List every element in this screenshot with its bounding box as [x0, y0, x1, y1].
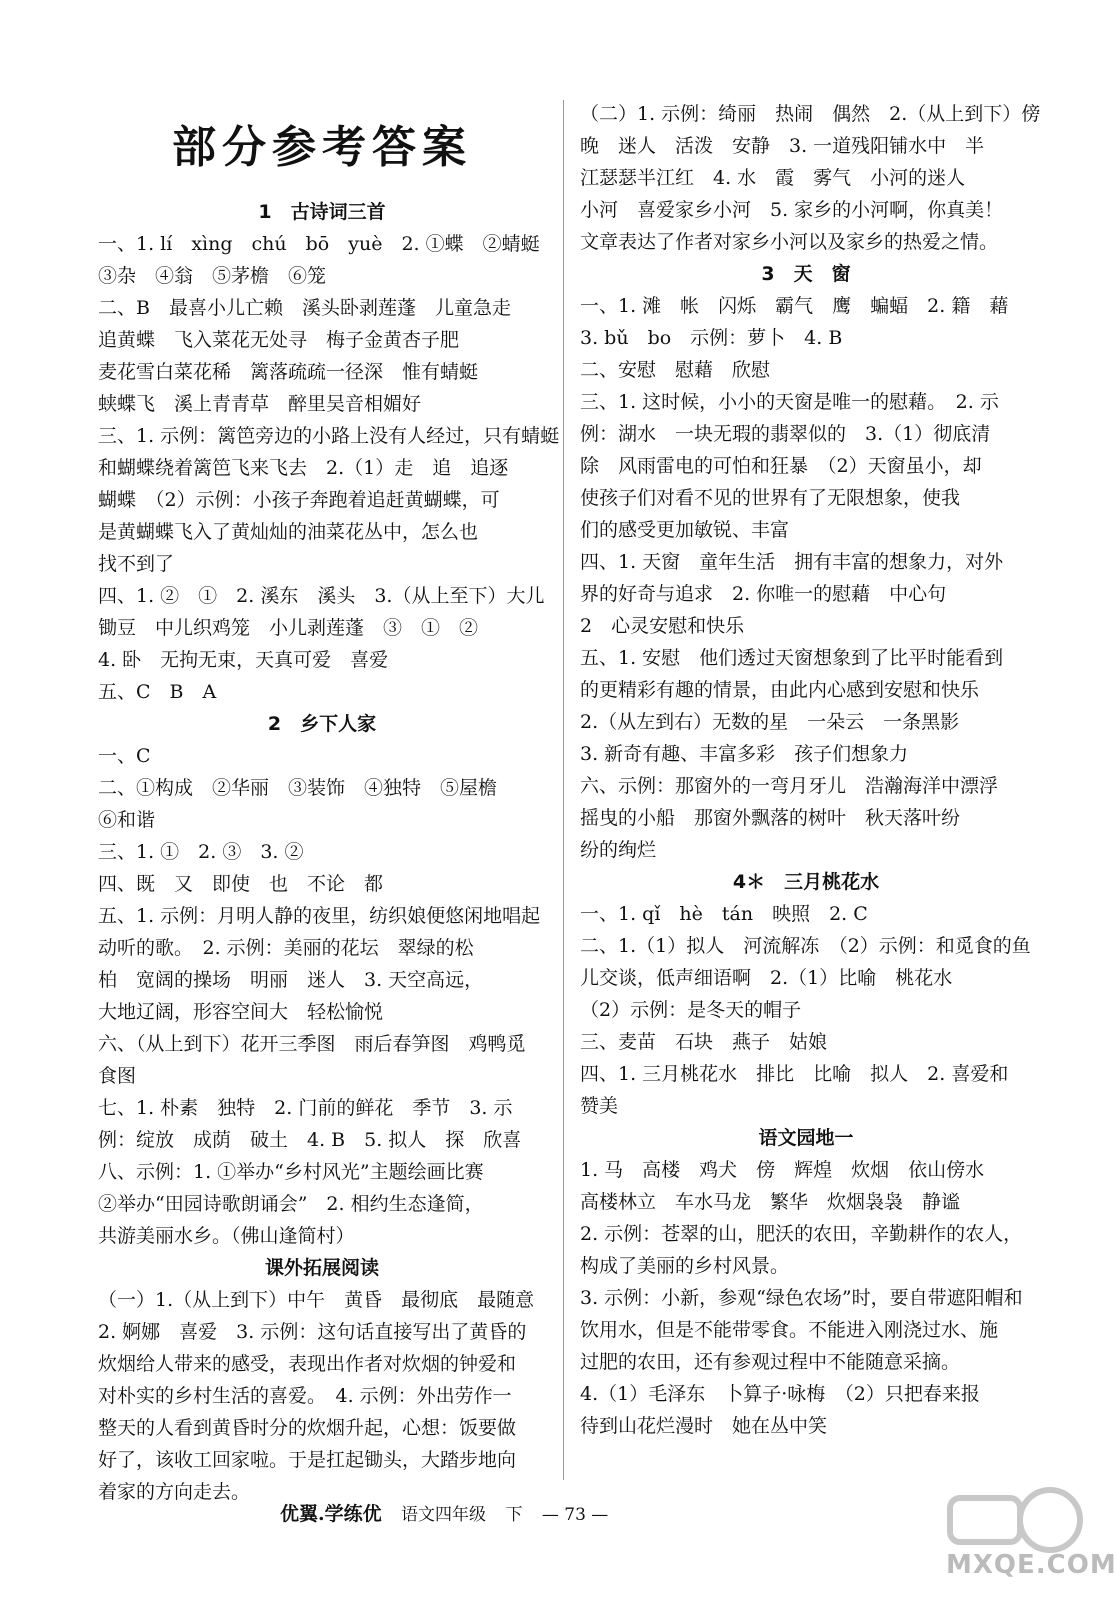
watermark-icon: [940, 1480, 1090, 1560]
answer-line: 三、1. ① 2. ③ 3. ②: [98, 841, 304, 863]
answer-line: 找不到了: [98, 553, 175, 575]
answer-line: 2 心灵安慰和快乐: [580, 615, 745, 637]
answer-line: 共游美丽水乡。（佛山逢简村）: [98, 1225, 355, 1247]
answer-line: 四、1. ② ① 2. 溪东 溪头 3.（从上至下）大儿: [98, 585, 545, 607]
answer-line: （二）1. 示例：绮丽 热闹 偶然 2.（从上到下）傍: [580, 103, 1041, 125]
answer-line: 界的好奇与追求 2. 你唯一的慰藉 中心句: [580, 583, 947, 605]
page-number: — 73 —: [541, 1505, 609, 1525]
answer-line: 构成了美丽的乡村风景。: [580, 1255, 790, 1277]
answer-line: 蛱蝶飞 溪上青青草 醉里吴音相媚好: [98, 393, 422, 415]
answer-line: 儿交谈，低声细语啊 2.（1）比喻 桃花水: [580, 967, 953, 989]
answer-line: 一、1. 滩 帐 闪烁 霸气 鹰 蝙蝠 2. 籍 藉: [580, 295, 1009, 317]
answer-line: 例：湖水 一块无瑕的翡翠似的 3.（1）彻底清: [580, 423, 991, 445]
answer-line: 2. 婀娜 喜爱 3. 示例：这句话直接写出了黄昏的: [98, 1321, 527, 1343]
answer-line: 4.（1）毛泽东 卜算子·咏梅 （2）只把春来报: [580, 1383, 980, 1405]
answer-line: 四、既 又 即使 也 不论 都: [98, 873, 384, 895]
answer-line: 食图: [98, 1065, 137, 1087]
section-body: [98, 1284, 546, 1508]
page-title: 部分参考答案: [172, 122, 472, 173]
answer-line: 二、①构成 ②华丽 ③装饰 ④独特 ⑤屋檐: [98, 777, 498, 799]
answer-line: 对朴实的乡村生活的喜爱。 4. 示例：外出劳作一: [98, 1385, 512, 1407]
answer-line: 好了，该收工回家啦。于是扛起锄头，大踏步地向: [98, 1449, 517, 1471]
answer-line: 三、麦苗 石块 燕子 姑娘: [580, 1031, 828, 1053]
answer-line: 大地辽阔，形容空间大 轻松愉悦: [98, 1001, 384, 1023]
answer-line: 二、1.（1）拟人 河流解冻 （2）示例：和觅食的鱼: [580, 935, 1031, 957]
footer-term: 下: [505, 1505, 523, 1525]
left-column: [98, 98, 560, 1508]
answer-line: 一、1. lí xìng chú bō yuè 2. ①蝶 ②蜻蜓: [98, 233, 540, 255]
answer-line: 柏 宽阔的操场 明丽 迷人 3. 天空高远，: [98, 969, 484, 991]
answer-line: 3. 示例：小新，参观“绿色农场”时，要自带遮阳帽和: [580, 1287, 1023, 1309]
answer-line: 七、1. 朴素 独特 2. 门前的鲜花 季节 3. 示: [98, 1097, 513, 1119]
answer-line: 高楼林立 车水马龙 繁华 炊烟袅袅 静谧: [580, 1191, 961, 1213]
watermark-text: MXQE.COM: [946, 1550, 1117, 1580]
answer-line: 动听的歌。 2. 示例：美丽的花坛 翠绿的松: [98, 937, 474, 959]
column-divider: [563, 100, 564, 1480]
section-body: [98, 740, 546, 1252]
answer-line: 蝴蝶 （2）示例：小孩子奔跑着追赶黄蝴蝶，可: [98, 489, 500, 511]
answer-line: 使孩子们对看不见的世界有了无限想象，使我: [580, 487, 961, 509]
answer-line: 纷的绚烂: [580, 839, 657, 861]
answer-line: 是黄蝴蝶飞入了黄灿灿的油菜花丛中，怎么也: [98, 521, 479, 543]
footer-brand: 优翼.学练优: [280, 1503, 382, 1525]
section-body: [580, 98, 1041, 258]
answer-line: 待到山花烂漫时 她在丛中笑: [580, 1415, 828, 1437]
answer-line: 4. 卧 无拘无束，天真可爱 喜爱: [98, 649, 389, 671]
section-body: [580, 290, 1032, 866]
answer-line: 着家的方向走去。: [98, 1481, 251, 1503]
answer-line: 3. bǔ bo 示例：萝卜 4. B: [580, 327, 843, 349]
answer-line: 饮用水，但是不能带零食。不能进入刚浇过水、施: [580, 1319, 999, 1341]
section-title: 课外拓展阅读: [264, 1257, 379, 1279]
answer-line: 三、1. 示例：篱笆旁边的小路上没有人经过，只有蜻蜓: [98, 425, 560, 447]
answer-line: 的更精彩有趣的情景，由此内心感到安慰和快乐: [580, 679, 980, 701]
watermark-logo: [940, 1480, 1117, 1590]
answer-line: 五、1. 安慰 他们透过天窗想象到了比平时能看到: [580, 647, 1004, 669]
answer-line: 文章表达了作者对家乡小河以及家乡的热爱之情。: [580, 231, 999, 253]
answer-line: 例：绽放 成荫 破土 4. B 5. 拟人 探 欣喜: [98, 1129, 522, 1151]
section-body: [580, 1154, 1032, 1442]
answer-line: 小河 喜爱家乡小河 5. 家乡的小河啊，你真美！: [580, 199, 1004, 221]
answer-line: 二、B 最喜小儿亡赖 溪头卧剥莲蓬 儿童急走: [98, 297, 511, 319]
answer-line: （一）1.（从上到下）中午 黄昏 最彻底 最随意: [98, 1289, 535, 1311]
answer-line: 六、（从上到下）花开三季图 雨后春笋图 鸡鸭觅: [98, 1033, 526, 1055]
answer-line: 锄豆 中儿织鸡笼 小儿剥莲蓬 ③ ① ②: [98, 617, 479, 639]
answer-line: ⑥和谐: [98, 809, 156, 831]
answer-line: 2. 示例：苍翠的山，肥沃的农田，辛勤耕作的农人，: [580, 1223, 1023, 1245]
answer-line: 五、1. 示例：月明人静的夜里，纺织娘便悠闲地唱起: [98, 905, 541, 927]
answer-line: ③杂 ④翁 ⑤茅檐 ⑥笼: [98, 265, 327, 287]
answer-line: 四、1. 三月桃花水 排比 比喻 拟人 2. 喜爱和: [580, 1063, 1009, 1085]
answer-line: 一、C: [98, 745, 151, 767]
answer-line: 八、示例：1. ①举办“乡村风光”主题绘画比赛: [98, 1161, 484, 1183]
answer-line: 一、1. qǐ hè tán 映照 2. C: [580, 903, 868, 925]
answer-line: 五、C B A: [98, 681, 217, 703]
answer-line: 过肥的农田，还有参观过程中不能随意采摘。: [580, 1351, 961, 1373]
answer-line: 3. 新奇有趣、丰富多彩 孩子们想象力: [580, 743, 909, 765]
section-title: 4＊ 三月桃花水: [732, 871, 880, 893]
answer-line: 们的感受更加敏锐、丰富: [580, 519, 790, 541]
answer-line: 摇曳的小船 那窗外飘落的树叶 秋天落叶纷: [580, 807, 961, 829]
section-title: 1 古诗词三首: [258, 201, 386, 223]
answer-line: ②举办“田园诗歌朗诵会” 2. 相约生态逢简，: [98, 1193, 484, 1215]
answer-line: 麦花雪白菜花稀 篱落疏疏一径深 惟有蜻蜓: [98, 361, 479, 383]
section-title: 2 乡下人家: [267, 713, 377, 735]
answer-line: 六、示例：那窗外的一弯月牙儿 浩瀚海洋中漂浮: [580, 775, 999, 797]
answer-line: 2.（从左到右）无数的星 一朵云 一条黑影: [580, 711, 960, 733]
answer-line: 三、1. 这时候，小小的天窗是唯一的慰藉。 2. 示: [580, 391, 999, 413]
section-title: 3 天 窗: [761, 263, 851, 285]
answer-line: 炊烟给人带来的感受，表现出作者对炊烟的钟爱和: [98, 1353, 517, 1375]
answer-line: 二、安慰 慰藉 欣慰: [580, 359, 771, 381]
footer-subject: 语文四年级: [401, 1505, 487, 1525]
right-column: [580, 98, 1041, 1442]
answer-line: 晚 迷人 活泼 安静 3. 一道残阳铺水中 半: [580, 135, 985, 157]
section-title: 语文园地一: [758, 1127, 854, 1149]
answer-line: （2）示例：是冬天的帽子: [580, 999, 802, 1021]
answer-line: 四、1. 天窗 童年生活 拥有丰富的想象力，对外: [580, 551, 1004, 573]
answer-line: 江瑟瑟半江红 4. 水 霞 雾气 小河的迷人: [580, 167, 966, 189]
answer-line: 追黄蝶 飞入菜花无处寻 梅子金黄杏子肥: [98, 329, 460, 351]
answer-line: 整天的人看到黄昏时分的炊烟升起，心想：饭要做: [98, 1417, 517, 1439]
page-footer: [280, 1500, 880, 1528]
section-body: [98, 228, 560, 708]
answer-line: 和蝴蝶绕着篱笆飞来飞去 2.（1）走 追 追逐: [98, 457, 509, 479]
answer-line: 除 风雨雷电的可怕和狂暴 （2）天窗虽小，却: [580, 455, 982, 477]
section-body: [580, 898, 1032, 1122]
answer-line: 1. 马 高楼 鸡犬 傍 辉煌 炊烟 依山傍水: [580, 1159, 985, 1181]
answer-line: 赞美: [580, 1095, 619, 1117]
